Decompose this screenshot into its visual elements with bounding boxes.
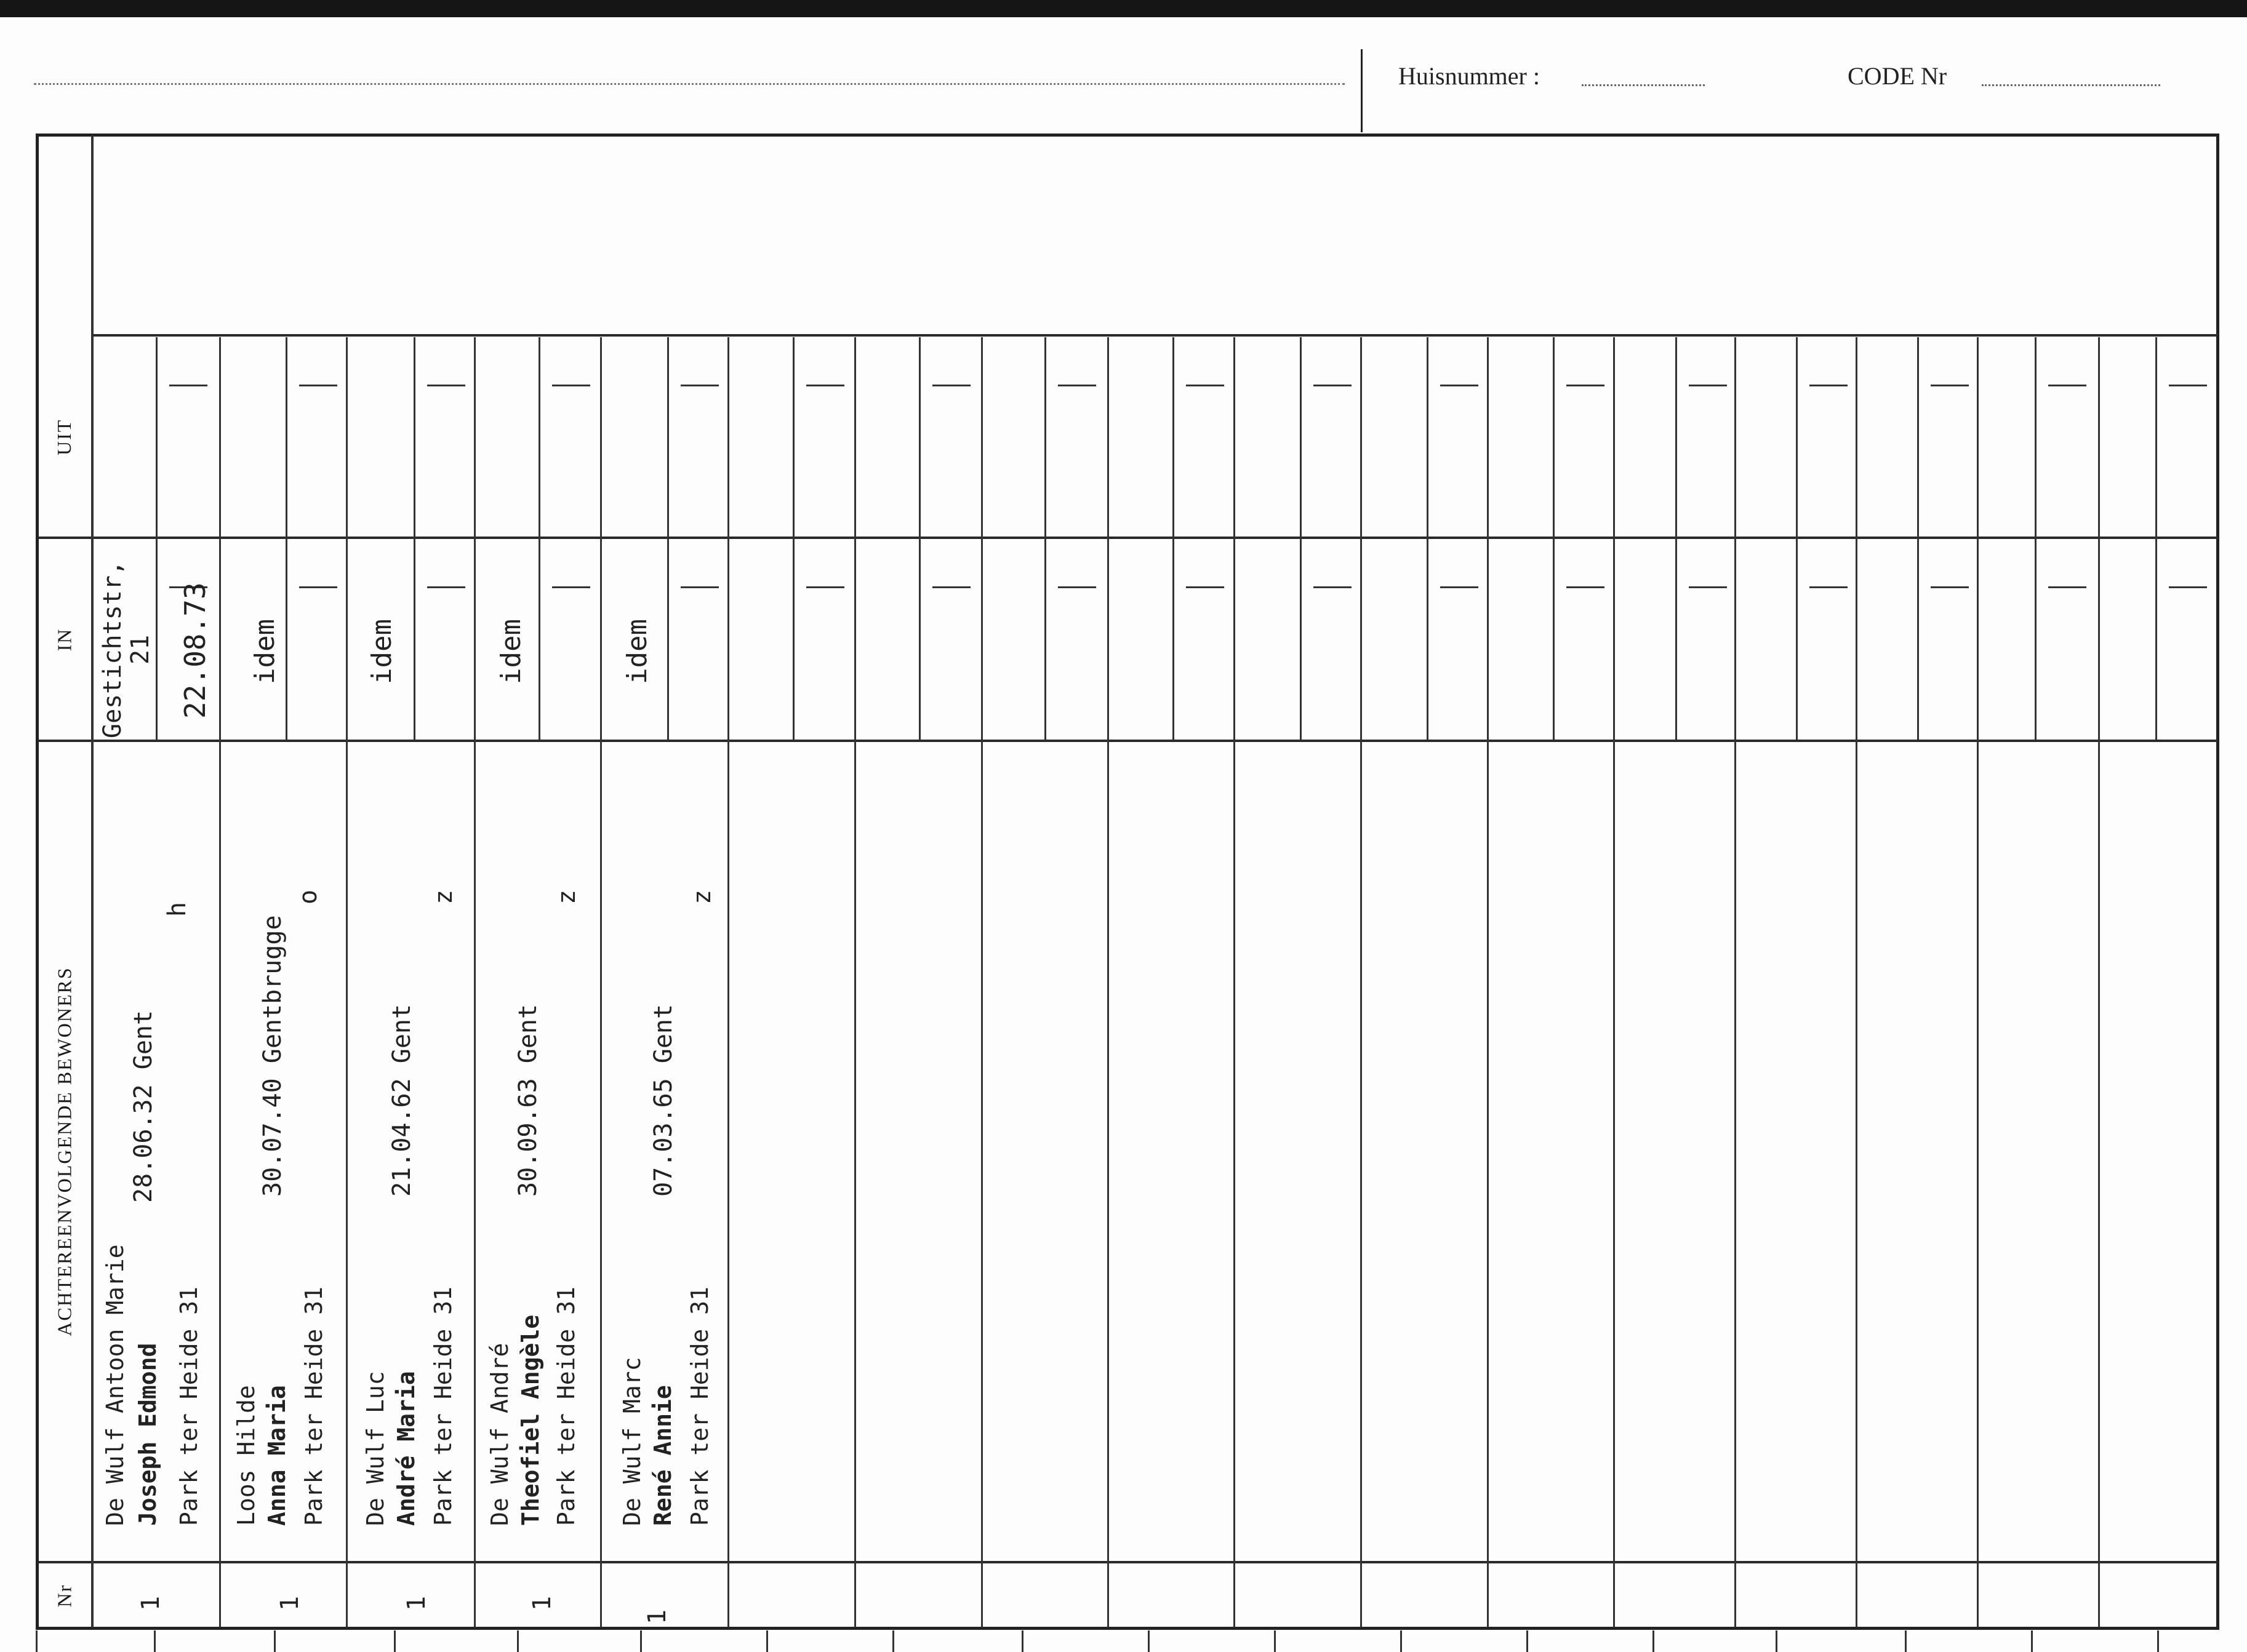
in-dash: [1186, 586, 1224, 588]
uit-dash: [932, 385, 971, 386]
bottom-tick: [1526, 1630, 1528, 1652]
code-letter: h: [163, 901, 191, 917]
in-dash: [299, 586, 337, 588]
bottom-tick: [36, 1630, 38, 1652]
top-border: [0, 0, 2247, 17]
header-separator: [1361, 49, 1363, 132]
birth-date-place: 07.03.65 Gent: [649, 1004, 678, 1197]
in-place: idem: [366, 619, 398, 684]
in-dash: [2048, 586, 2086, 588]
in-dash: [681, 586, 719, 588]
column-divider: [1233, 337, 1235, 1627]
in-dash: [427, 586, 465, 588]
address: Park ter Heide 31: [553, 1287, 580, 1526]
uit-dash: [427, 385, 465, 386]
section-bewoners: ACHTEREENVOLGENDE BEWONERS: [53, 967, 76, 1336]
in-dash: [1566, 586, 1604, 588]
name-line-2: Anna Maria: [263, 1385, 290, 1526]
section-nr: Nr: [53, 1584, 76, 1608]
uit-dash: [2048, 385, 2086, 386]
in-place: idem: [495, 619, 527, 684]
column-divider: [727, 337, 729, 1627]
sub-column-divider: [156, 337, 158, 740]
name-line-1: De Wulf Luc: [362, 1371, 389, 1526]
sub-column-divider: [667, 337, 669, 740]
birth-date-place: 28.06.32 Gent: [129, 1010, 158, 1203]
name-line-2: André Maria: [393, 1371, 420, 1526]
bottom-tick: [1776, 1630, 1777, 1652]
in-place: idem: [249, 619, 281, 684]
column-divider: [1734, 337, 1736, 1627]
in-date: 22.08.73: [178, 582, 212, 719]
uit-dash: [169, 385, 207, 386]
bottom-tick: [2031, 1630, 2033, 1652]
address: Park ter Heide 31: [430, 1287, 457, 1526]
uit-dash: [1566, 385, 1604, 386]
sub-column-divider: [2155, 337, 2157, 740]
bottom-tick: [1022, 1630, 1023, 1652]
bottom-tick: [274, 1630, 276, 1652]
bottom-tick: [1274, 1630, 1276, 1652]
uit-dash: [2169, 385, 2207, 386]
in-dash: [1440, 586, 1478, 588]
name-dotted-line: [34, 83, 1345, 85]
sub-column-divider: [1553, 337, 1555, 740]
section-uit: UIT: [53, 418, 76, 455]
in-dash: [2169, 586, 2207, 588]
sub-column-divider: [793, 337, 795, 740]
sub-column-divider: [1796, 337, 1798, 740]
sub-column-divider: [286, 337, 287, 740]
sub-column-divider: [1675, 337, 1677, 740]
uit-dash: [1809, 385, 1848, 386]
uit-dash: [1186, 385, 1224, 386]
bottom-tick: [1400, 1630, 1402, 1652]
code-label: CODE Nr: [1848, 62, 1947, 90]
code-letter: z: [688, 889, 716, 904]
bottom-tick: [892, 1630, 894, 1652]
uit-dash: [1313, 385, 1352, 386]
sub-column-divider: [1172, 337, 1174, 740]
row-divider: [38, 740, 2218, 742]
column-divider: [854, 337, 856, 1627]
column-divider: [981, 337, 983, 1627]
in-dash: [806, 586, 844, 588]
record-number: 1: [643, 1609, 671, 1624]
uit-dash: [681, 385, 719, 386]
name-line-2: René Annie: [649, 1385, 676, 1526]
bottom-tick: [394, 1630, 396, 1652]
sub-column-divider: [2035, 337, 2037, 740]
birth-date-place: 30.09.63 Gent: [514, 1004, 542, 1197]
record-number: 1: [528, 1595, 556, 1611]
sub-column-divider: [1917, 337, 1919, 740]
uit-dash: [1931, 385, 1969, 386]
huisnummer-dotted-field: [1582, 84, 1705, 86]
uit-dash: [806, 385, 844, 386]
in-dash: [1058, 586, 1096, 588]
address: Park ter Heide 31: [300, 1287, 327, 1526]
code-dotted-field: [1982, 84, 2160, 86]
sub-column-divider: [1427, 337, 1428, 740]
bottom-tick: [766, 1630, 768, 1652]
column-divider: [2098, 337, 2100, 1627]
name-line-1: De Wulf Marc: [619, 1357, 646, 1526]
in-number: 21: [126, 634, 154, 664]
code-letter: z: [553, 889, 581, 904]
row-divider: [38, 1561, 2218, 1563]
name-line-1: De Wulf Antoon Marie: [102, 1244, 129, 1526]
column-divider: [1977, 337, 1979, 1627]
bottom-tick: [1905, 1630, 1907, 1652]
bottom-tick: [1148, 1630, 1150, 1652]
column-divider: [1487, 337, 1489, 1627]
code-letter: o: [294, 889, 322, 904]
huisnummer-label: Huisnummer :: [1398, 62, 1540, 90]
address: Park ter Heide 31: [175, 1287, 202, 1526]
row-divider: [92, 334, 2218, 337]
in-place: Gestichtstr,: [98, 561, 127, 738]
row-divider: [38, 537, 2218, 539]
record-number: 1: [276, 1595, 304, 1611]
column-divider: [474, 337, 476, 1627]
code-letter: z: [430, 889, 458, 904]
column-divider: [219, 337, 221, 1627]
in-dash: [1931, 586, 1969, 588]
section-in: IN: [53, 628, 76, 651]
uit-dash: [552, 385, 590, 386]
in-dash: [552, 586, 590, 588]
sub-column-divider: [1300, 337, 1302, 740]
bottom-tick: [640, 1630, 642, 1652]
uit-dash: [1440, 385, 1478, 386]
column-divider: [1360, 337, 1362, 1627]
in-dash: [1689, 586, 1727, 588]
sub-column-divider: [1044, 337, 1046, 740]
record-number: 1: [137, 1595, 165, 1611]
name-line-2: Theofiel Angèle: [517, 1314, 544, 1526]
column-divider: [1856, 337, 1857, 1627]
name-line-1: Loos Hilde: [233, 1385, 260, 1526]
uit-dash: [299, 385, 337, 386]
uit-dash: [1058, 385, 1096, 386]
in-dash: [1313, 586, 1352, 588]
in-dash: [1809, 586, 1848, 588]
birth-date-place: 30.07.40 Gentbrugge: [258, 915, 287, 1197]
sub-column-divider: [414, 337, 415, 740]
uit-dash: [1689, 385, 1727, 386]
column-divider: [1107, 337, 1109, 1627]
sub-column-divider: [539, 337, 540, 740]
bottom-tick: [154, 1630, 156, 1652]
in-place: idem: [622, 619, 653, 684]
address: Park ter Heide 31: [686, 1287, 713, 1526]
column-divider: [1613, 337, 1615, 1627]
bottom-tick: [1652, 1630, 1654, 1652]
name-line-2: Joseph Edmond: [134, 1343, 161, 1526]
bottom-tick: [2157, 1630, 2159, 1652]
record-number: 1: [403, 1595, 431, 1611]
bottom-tick: [517, 1630, 519, 1652]
name-line-1: De Wulf André: [486, 1343, 513, 1526]
sub-column-divider: [919, 337, 921, 740]
in-dash: [932, 586, 971, 588]
birth-date-place: 21.04.62 Gent: [388, 1004, 416, 1197]
column-divider: [346, 337, 348, 1627]
column-divider: [600, 337, 602, 1627]
